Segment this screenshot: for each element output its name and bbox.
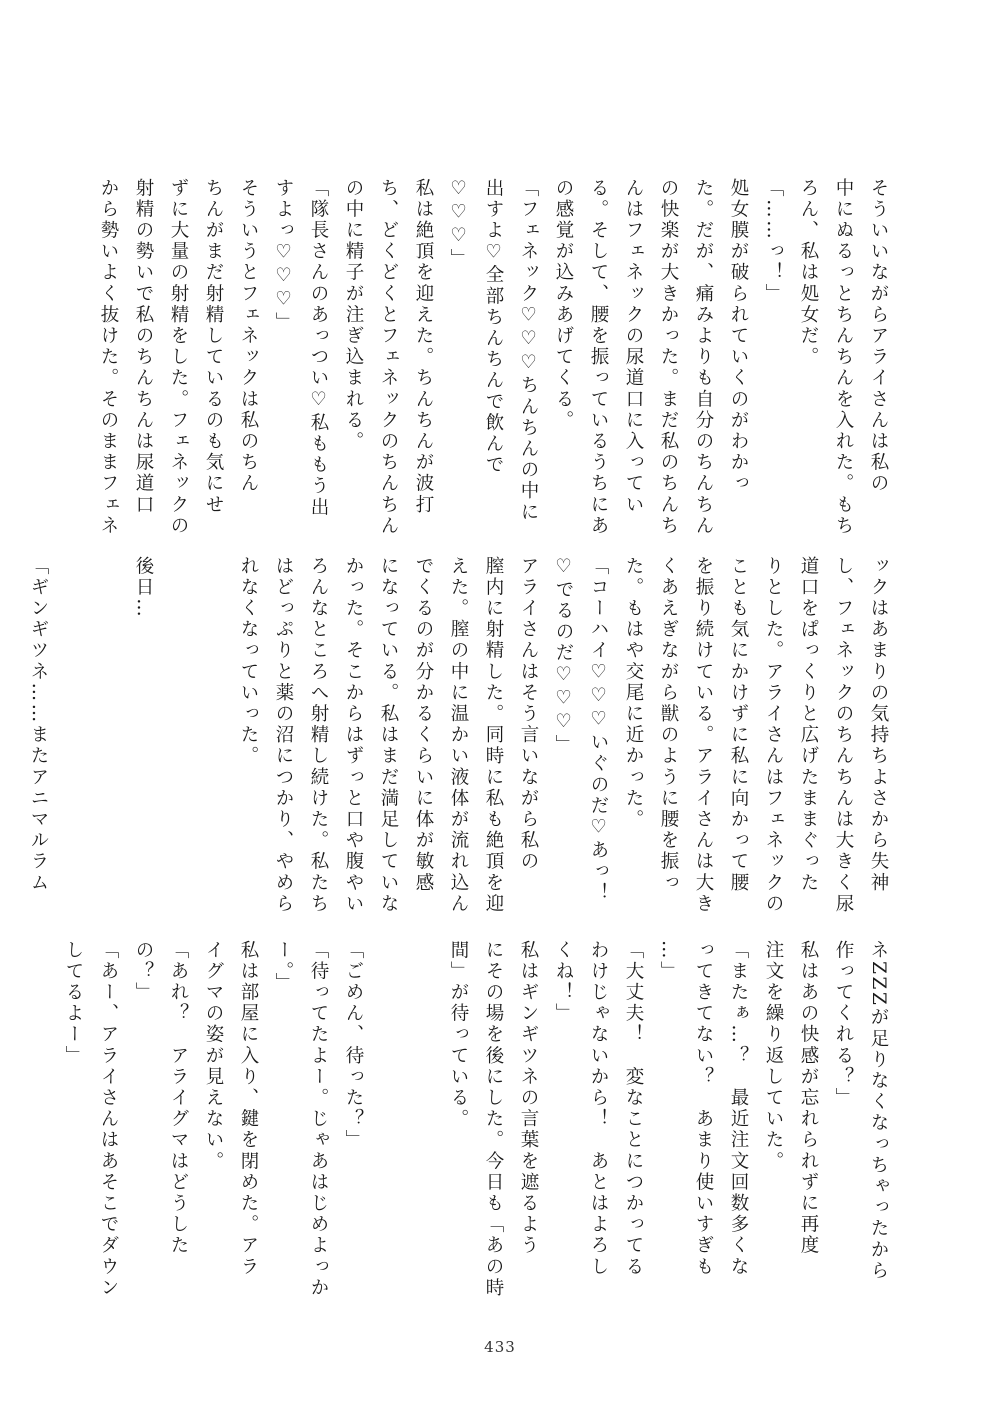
text-column: してるよー」 (63, 940, 84, 1067)
text-column: の快楽が大きかった。まだ私のちんち (658, 178, 679, 537)
text-column (161, 556, 196, 896)
text-column: そういいながらアライさんは私の (868, 178, 889, 495)
text-column: わけじゃないから！ あとはよろし (588, 940, 609, 1278)
text-column: りとした。アライさんはフェネックの (763, 556, 784, 915)
text-column: 処女膜が破られていくのがわかっ (728, 178, 749, 495)
text-column (196, 556, 231, 896)
text-column: ろんなところへ射精し続けた。私たち (308, 556, 329, 915)
text-column: ♡でるのだ♡♡♡」 (553, 556, 574, 756)
text-column (371, 940, 406, 1290)
text-column: から勢いよく抜けた。そのままフェネ (98, 178, 119, 537)
text-column: の？」 (133, 940, 154, 1004)
text-column: 中にぬるっとちんちんを入れた。もち (833, 178, 854, 537)
text-column: 「コーハイ♡♡♡いぐのだ♡あっ！ (588, 556, 609, 904)
text-column: 「待ってたよー。じゃあはじめよっか (308, 940, 329, 1299)
text-column (406, 940, 441, 1290)
text-column: ♡♡♡」 (448, 178, 469, 270)
text-column: イグマの姿が見えない。 (203, 940, 224, 1173)
text-column: 「あー、アライさんはあそこでダウン (98, 940, 119, 1299)
text-column: くあえぎながら獣のように腰を振っ (658, 556, 679, 894)
text-column: えた。膣の中に温かい液体が流れ込ん (448, 556, 469, 915)
text-column: すよっ♡♡♡」 (273, 178, 294, 334)
text-column: 「隊長さんのあっつい♡私ももう出 (308, 178, 329, 519)
text-column: んはフェネックの尿道口に入ってい (623, 178, 644, 516)
text-column: 後日… (133, 556, 154, 620)
text-column: ってきてない？ あまり使いすぎも (693, 940, 714, 1278)
text-column: アライさんはそう言いながら私の (518, 556, 539, 873)
text-column: 「ギンギツネ……またアニマルラム (28, 556, 49, 894)
text-column: …」 (658, 940, 679, 983)
text-column: 「大丈夫！ 変なことにつかってる (623, 940, 644, 1278)
text-column: ろん、私は処女だ。 (798, 178, 819, 368)
text-column: の中に精子が注ぎ込まれる。 (343, 178, 364, 453)
text-column: 私はあの快感が忘れられずに再度 (798, 940, 819, 1257)
text-column: かった。そこからはずっと口や腹やい (343, 556, 364, 915)
text-column: 「あれ？ アライグマはどうした (168, 940, 189, 1257)
text-column: になっている。私はまだ満足していな (378, 556, 399, 915)
text-column: そういうとフェネックは私のちん (238, 178, 259, 495)
text-column: でくるのが分かるくらいに体が敏感 (413, 556, 434, 894)
text-block-middle (28, 556, 896, 915)
text-column: 「フェネック♡♡♡ちんちんの中に (518, 178, 539, 524)
text-column: た。だが、痛みよりも自分のちんちん (693, 178, 714, 537)
text-column: ち、どくどくとフェネックのちんちん (378, 178, 399, 537)
text-column: くね！」 (553, 940, 574, 1025)
text-column: 私はギンギツネの言葉を遮るよう (518, 940, 539, 1257)
text-column: 「……っ！」 (763, 178, 784, 305)
text-column: る。そして、腰を振っているうちにあ (588, 178, 609, 537)
text-column: 「またぁ…？ 最近注文回数多くな (728, 940, 749, 1278)
text-column: ことも気にかけずに私に向かって腰 (728, 556, 749, 894)
text-column: の感覚が込みあげてくる。 (553, 178, 574, 432)
text-column: ちんがまだ射精しているのも気にせ (203, 178, 224, 516)
text-column (56, 556, 91, 896)
text-column: はどっぷりと薬の沼につかり、やめら (273, 556, 294, 915)
text-column: ー。」 (273, 940, 294, 995)
text-column: 射精の勢いで私のちんちんは尿道口 (133, 178, 154, 516)
text-column: ックはあまりの気持ちよさから失神 (868, 556, 889, 894)
text-column: 私は絶頂を迎えた。ちんちんが波打 (413, 178, 434, 516)
text-column: 膣内に射精した。同時に私も絶頂を迎 (483, 556, 504, 915)
text-column: 間」が待っている。 (448, 940, 469, 1130)
text-column: し、フェネックのちんちんは大きく尿 (833, 556, 854, 915)
text-column: 注文を繰り返していた。 (763, 940, 784, 1173)
text-column: 作ってくれる？」 (833, 940, 854, 1109)
text-column: れなくなっていった。 (238, 556, 259, 767)
page-number: 433 (484, 1338, 516, 1356)
text-column: た。もはや交尾に近かった。 (623, 556, 644, 831)
text-column: ずに大量の射精をした。フェネックの (168, 178, 189, 537)
text-column: 私は部屋に入り、鍵を閉めた。アラ (238, 940, 259, 1278)
text-block-top (98, 178, 896, 537)
text-column (91, 556, 126, 896)
text-block-bottom (63, 940, 896, 1299)
text-column: 出すよ♡全部ちんちんで飲んで (483, 178, 504, 476)
text-column: ネZZZが足りなくなっちゃったから (868, 940, 889, 1282)
text-column: 「ごめん、待った？」 (343, 940, 364, 1151)
text-column: 道口をぱっくりと広げたままぐった (798, 556, 819, 894)
text-column: にその場を後にした。今日も「あの時 (483, 940, 504, 1299)
text-column: を振り続けている。アライさんは大き (693, 556, 714, 915)
